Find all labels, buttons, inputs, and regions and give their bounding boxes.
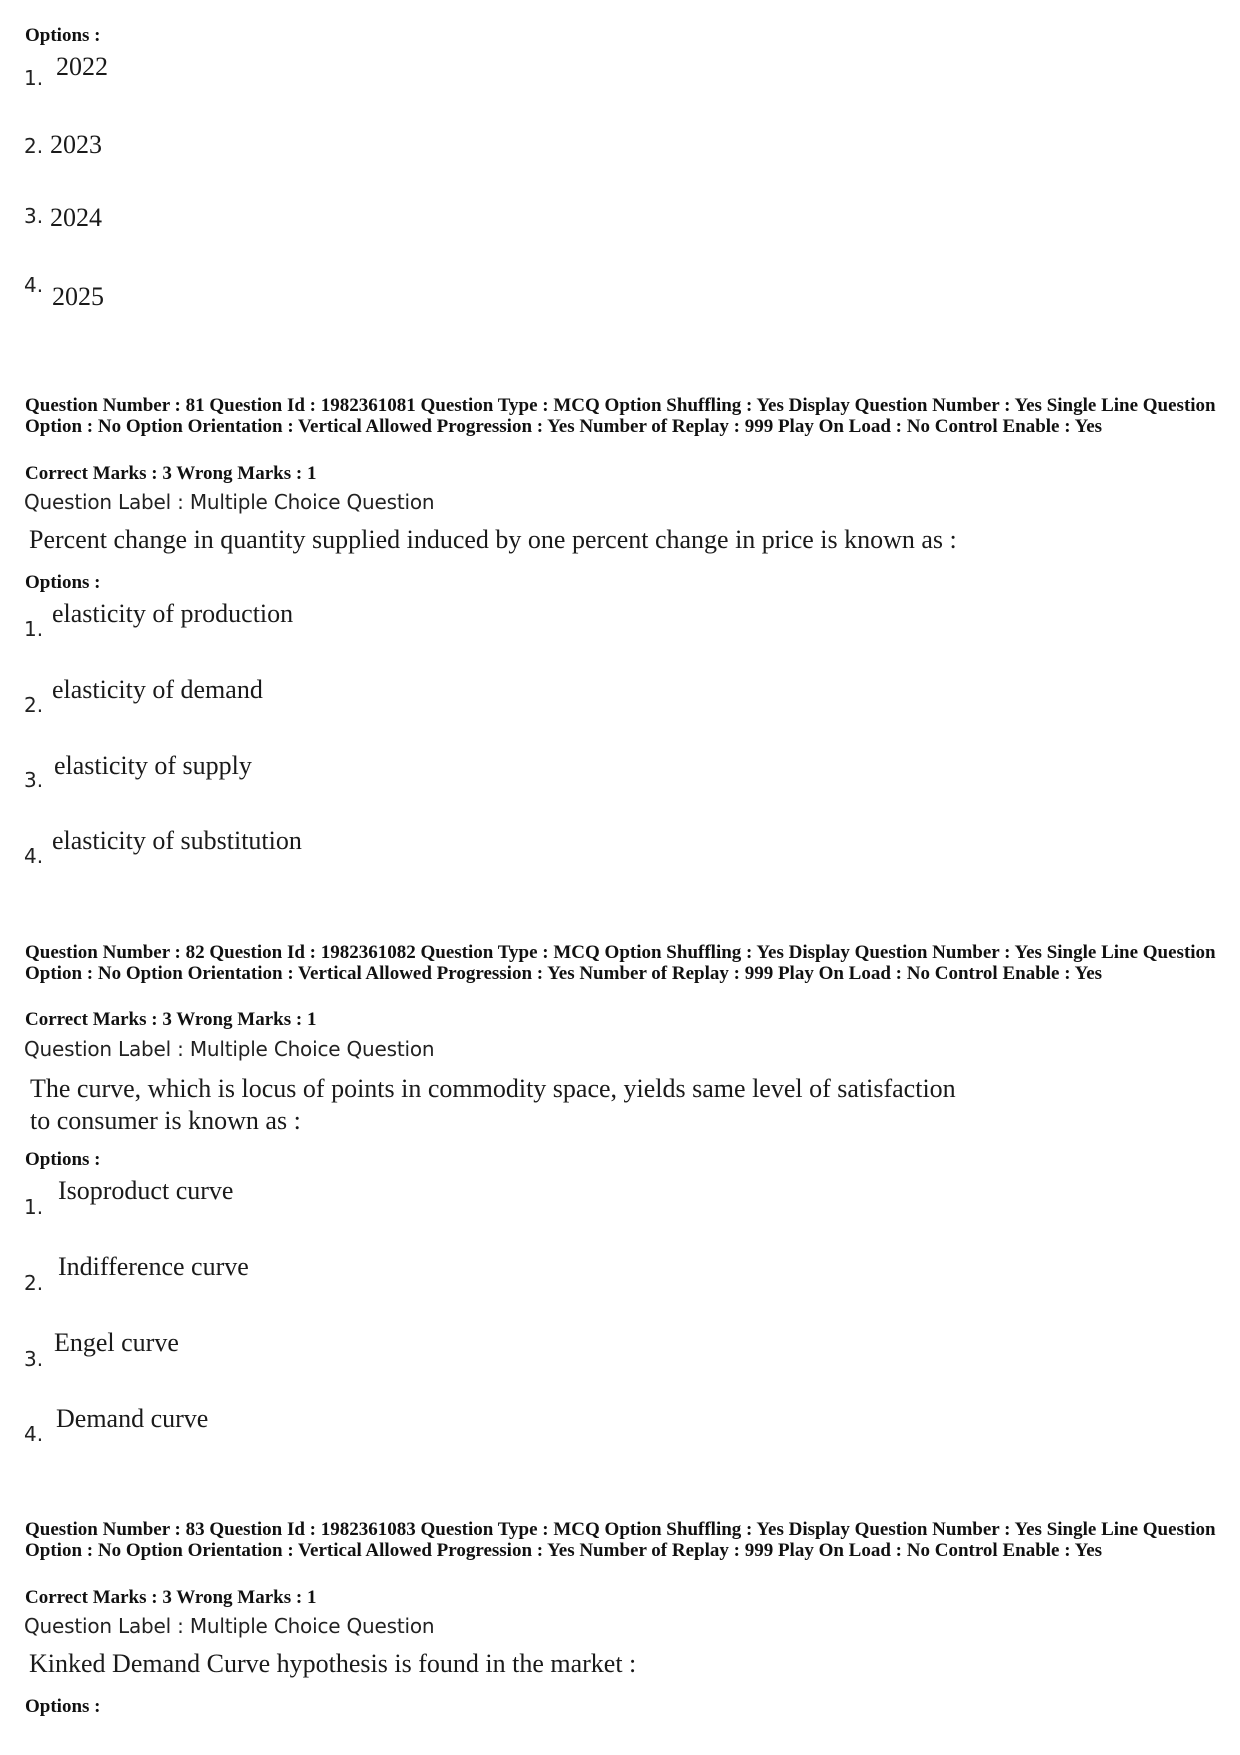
question-label: Question Label : Multiple Choice Question: [24, 490, 435, 514]
option-number: 3.: [24, 1347, 44, 1371]
option-number: 4.: [24, 273, 44, 297]
option-number: 4.: [24, 844, 44, 868]
option-text: Indifference curve: [58, 1252, 249, 1281]
option-text: Isoproduct curve: [58, 1176, 234, 1205]
option-number: 2.: [24, 134, 44, 158]
options-heading: Options :: [25, 1696, 101, 1717]
option-number: 2.: [24, 1271, 44, 1295]
option-text: elasticity of demand: [52, 675, 263, 704]
question-meta: Question Number : 81 Question Id : 1982361081 Question Type : MCQ Option Shuffling : Yes Display Question Number : Yes Single Line Question Option : No Option Orientation : Vertical Allowed Progression : Yes Number of Replay : 999 Play On Load : No Control Enable : Yes: [25, 395, 1216, 437]
question-meta: Question Number : 83 Question Id : 1982361083 Question Type : MCQ Option Shuffling : Yes Display Question Number : Yes Single Line Question Option : No Option Orientation : Vertical Allowed Progression : Yes Number of Replay : 999 Play On Load : No Control Enable : Yes: [25, 1519, 1216, 1561]
question-text-line-1: The curve, which is locus of points in commodity space, yields same level of satisfaction: [30, 1074, 956, 1103]
option-number: 1.: [24, 617, 44, 641]
question-text-line-2: to consumer is known as :: [30, 1106, 301, 1135]
option-text: 2025: [52, 282, 104, 311]
option-text: elasticity of production: [52, 599, 294, 628]
options-heading: Options :: [25, 1149, 101, 1170]
option-text: elasticity of substitution: [52, 826, 302, 855]
option-text: Engel curve: [54, 1328, 179, 1357]
question-marks: Correct Marks : 3 Wrong Marks : 1: [25, 463, 317, 484]
option-text: 2023: [50, 130, 102, 159]
option-text: 2024: [50, 203, 102, 232]
question-marks: Correct Marks : 3 Wrong Marks : 1: [25, 1009, 317, 1030]
option-number: 1.: [24, 66, 44, 90]
option-number: 4.: [24, 1422, 44, 1446]
question-text: Percent change in quantity supplied induced by one percent change in price is known as :: [29, 525, 957, 554]
question-meta: Question Number : 82 Question Id : 1982361082 Question Type : MCQ Option Shuffling : Yes Display Question Number : Yes Single Line Question Option : No Option Orientation : Vertical Allowed Progression : Yes Number of Replay : 999 Play On Load : No Control Enable : Yes: [25, 942, 1216, 984]
question-text: Kinked Demand Curve hypothesis is found in the market :: [29, 1649, 637, 1678]
question-label: Question Label : Multiple Choice Question: [24, 1614, 435, 1638]
option-number: 2.: [24, 693, 44, 717]
option-number: 3.: [24, 204, 44, 228]
options-heading: Options :: [25, 25, 101, 46]
option-number: 3.: [24, 768, 44, 792]
option-text: elasticity of supply: [54, 751, 252, 780]
question-marks: Correct Marks : 3 Wrong Marks : 1: [25, 1587, 317, 1608]
question-label: Question Label : Multiple Choice Question: [24, 1037, 435, 1061]
options-heading: Options :: [25, 572, 101, 593]
option-number: 1.: [24, 1195, 44, 1219]
option-text: Demand curve: [56, 1404, 209, 1433]
option-text: 2022: [56, 52, 108, 81]
